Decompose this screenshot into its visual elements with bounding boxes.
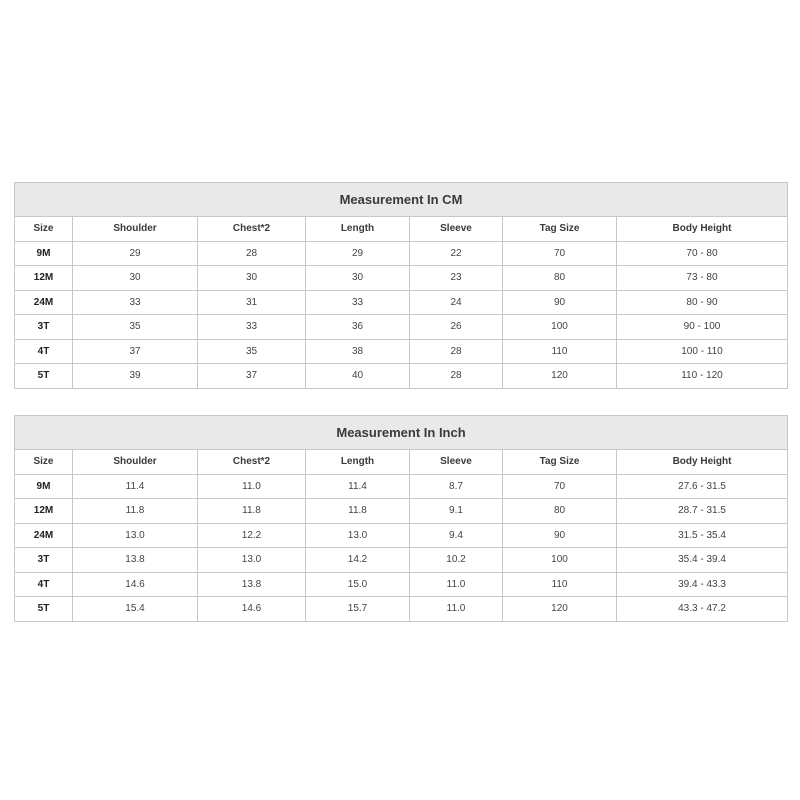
table-row xyxy=(15,241,788,266)
body-height-cell: 70 - 80 xyxy=(617,241,788,266)
shoulder-cell: 30 xyxy=(73,266,198,291)
chest-cell: 30 xyxy=(198,266,306,291)
column-header-shoulder: Shoulder xyxy=(73,450,198,475)
shoulder-cell: 15.4 xyxy=(73,597,198,622)
table-row xyxy=(15,572,788,597)
tag-size-cell: 100 xyxy=(503,548,617,573)
size-cell: 24M xyxy=(15,523,73,548)
column-header-sleeve: Sleeve xyxy=(410,217,503,242)
tag-size-cell: 120 xyxy=(503,364,617,389)
chest-cell: 11.0 xyxy=(198,474,306,499)
size-chart-cm-table xyxy=(14,182,788,389)
body-height-cell: 90 - 100 xyxy=(617,315,788,340)
sleeve-cell: 22 xyxy=(410,241,503,266)
chest-cell: 31 xyxy=(198,290,306,315)
table-title: Measurement In Inch xyxy=(15,416,788,450)
tag-size-cell: 100 xyxy=(503,315,617,340)
chest-cell: 28 xyxy=(198,241,306,266)
column-header-body-height: Body Height xyxy=(617,450,788,475)
length-cell: 29 xyxy=(306,241,410,266)
sleeve-cell: 11.0 xyxy=(410,597,503,622)
table-row xyxy=(15,499,788,524)
sleeve-cell: 10.2 xyxy=(410,548,503,573)
column-header-sleeve: Sleeve xyxy=(410,450,503,475)
body-height-cell: 100 - 110 xyxy=(617,339,788,364)
length-cell: 15.7 xyxy=(306,597,410,622)
table-row xyxy=(15,523,788,548)
table-row xyxy=(15,315,788,340)
sleeve-cell: 11.0 xyxy=(410,572,503,597)
sleeve-cell: 9.4 xyxy=(410,523,503,548)
size-cell: 5T xyxy=(15,364,73,389)
body-height-cell: 35.4 - 39.4 xyxy=(617,548,788,573)
body-height-cell: 39.4 - 43.3 xyxy=(617,572,788,597)
sleeve-cell: 23 xyxy=(410,266,503,291)
chest-cell: 37 xyxy=(198,364,306,389)
length-cell: 15.0 xyxy=(306,572,410,597)
body-height-cell: 28.7 - 31.5 xyxy=(617,499,788,524)
table-row xyxy=(15,290,788,315)
length-cell: 40 xyxy=(306,364,410,389)
tag-size-cell: 90 xyxy=(503,290,617,315)
column-header-length: Length xyxy=(306,217,410,242)
chest-cell: 35 xyxy=(198,339,306,364)
body-height-cell: 73 - 80 xyxy=(617,266,788,291)
table-title: Measurement In CM xyxy=(15,183,788,217)
table-row xyxy=(15,364,788,389)
size-cell: 3T xyxy=(15,315,73,340)
chest-cell: 33 xyxy=(198,315,306,340)
chest-cell: 11.8 xyxy=(198,499,306,524)
length-cell: 11.4 xyxy=(306,474,410,499)
size-cell: 4T xyxy=(15,572,73,597)
length-cell: 11.8 xyxy=(306,499,410,524)
column-header-chest: Chest*2 xyxy=(198,450,306,475)
length-cell: 30 xyxy=(306,266,410,291)
tag-size-cell: 90 xyxy=(503,523,617,548)
table-row xyxy=(15,597,788,622)
chest-cell: 13.8 xyxy=(198,572,306,597)
shoulder-cell: 39 xyxy=(73,364,198,389)
length-cell: 33 xyxy=(306,290,410,315)
table-header-row xyxy=(15,450,788,475)
column-header-size: Size xyxy=(15,450,73,475)
tag-size-cell: 110 xyxy=(503,339,617,364)
shoulder-cell: 13.0 xyxy=(73,523,198,548)
shoulder-cell: 11.4 xyxy=(73,474,198,499)
length-cell: 13.0 xyxy=(306,523,410,548)
tag-size-cell: 120 xyxy=(503,597,617,622)
shoulder-cell: 37 xyxy=(73,339,198,364)
size-cell: 4T xyxy=(15,339,73,364)
size-cell: 12M xyxy=(15,499,73,524)
table-row xyxy=(15,474,788,499)
tag-size-cell: 70 xyxy=(503,474,617,499)
body-height-cell: 43.3 - 47.2 xyxy=(617,597,788,622)
table-title-row xyxy=(15,416,788,450)
sleeve-cell: 8.7 xyxy=(410,474,503,499)
body-height-cell: 80 - 90 xyxy=(617,290,788,315)
tag-size-cell: 110 xyxy=(503,572,617,597)
column-header-length: Length xyxy=(306,450,410,475)
sleeve-cell: 28 xyxy=(410,339,503,364)
column-header-tag-size: Tag Size xyxy=(503,217,617,242)
sleeve-cell: 28 xyxy=(410,364,503,389)
shoulder-cell: 13.8 xyxy=(73,548,198,573)
shoulder-cell: 14.6 xyxy=(73,572,198,597)
size-cell: 5T xyxy=(15,597,73,622)
size-chart-inch-table xyxy=(14,415,788,622)
table-title-row xyxy=(15,183,788,217)
table-row xyxy=(15,548,788,573)
size-cell: 12M xyxy=(15,266,73,291)
tag-size-cell: 70 xyxy=(503,241,617,266)
column-header-shoulder: Shoulder xyxy=(73,217,198,242)
shoulder-cell: 29 xyxy=(73,241,198,266)
column-header-chest: Chest*2 xyxy=(198,217,306,242)
table-row xyxy=(15,339,788,364)
sleeve-cell: 9.1 xyxy=(410,499,503,524)
chest-cell: 14.6 xyxy=(198,597,306,622)
table-header-row xyxy=(15,217,788,242)
size-cell: 3T xyxy=(15,548,73,573)
body-height-cell: 110 - 120 xyxy=(617,364,788,389)
shoulder-cell: 33 xyxy=(73,290,198,315)
shoulder-cell: 11.8 xyxy=(73,499,198,524)
sleeve-cell: 26 xyxy=(410,315,503,340)
chest-cell: 12.2 xyxy=(198,523,306,548)
tag-size-cell: 80 xyxy=(503,266,617,291)
column-header-body-height: Body Height xyxy=(617,217,788,242)
column-header-tag-size: Tag Size xyxy=(503,450,617,475)
table-row xyxy=(15,266,788,291)
size-cell: 9M xyxy=(15,241,73,266)
chest-cell: 13.0 xyxy=(198,548,306,573)
length-cell: 36 xyxy=(306,315,410,340)
size-cell: 9M xyxy=(15,474,73,499)
tag-size-cell: 80 xyxy=(503,499,617,524)
sleeve-cell: 24 xyxy=(410,290,503,315)
shoulder-cell: 35 xyxy=(73,315,198,340)
column-header-size: Size xyxy=(15,217,73,242)
length-cell: 38 xyxy=(306,339,410,364)
size-cell: 24M xyxy=(15,290,73,315)
body-height-cell: 31.5 - 35.4 xyxy=(617,523,788,548)
length-cell: 14.2 xyxy=(306,548,410,573)
body-height-cell: 27.6 - 31.5 xyxy=(617,474,788,499)
